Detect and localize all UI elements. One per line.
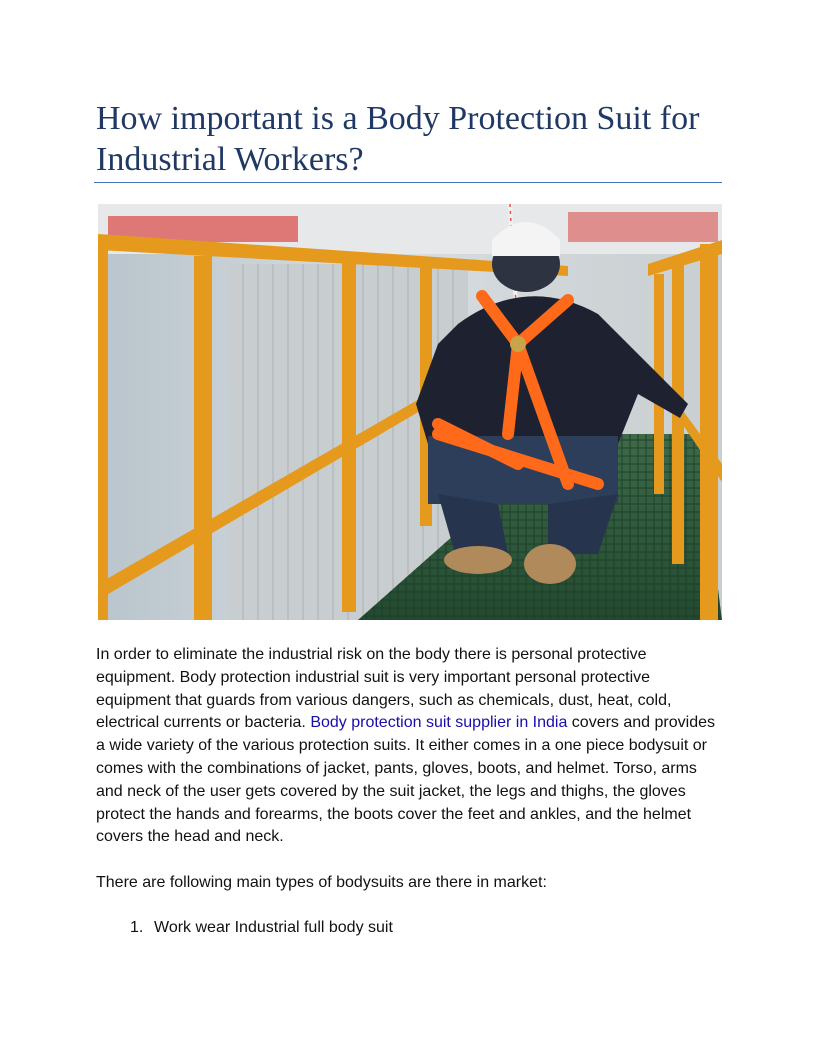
body-paragraph: [96, 644, 726, 849]
list-item: [130, 917, 393, 939]
list-item-text: Work wear Industrial full body suit: [154, 919, 393, 936]
page-title: How important is a Body Protection Suit for Industrial Workers?: [96, 100, 700, 178]
paragraph-text-start: In order to eliminate the industrial risk on the body there is personal protective equipment. Body protection industrial suit is very important personal protective equipment that guards from various dangers, such as chemicals, dust, heat, cold, electrical currents or bacteria.: [96, 646, 672, 732]
list-intro: There are following main types of bodysuits are there in market:: [96, 874, 547, 891]
worker-harness-photo: [98, 204, 722, 620]
supplier-link[interactable]: Body protection suit supplier in India: [310, 714, 568, 732]
title-underline: [94, 182, 722, 183]
list-item-number: 1.: [130, 919, 144, 936]
bodysuit-types-list: [130, 917, 393, 939]
paragraph-text-end: covers and provides a wide variety of the various protection suits. It either comes in a one piece bodysuit or comes with the combinations of jacket, pants, gloves, boots, and helmet. Torso, arms and neck of the user gets covered by the suit jacket, the legs and thighs, the gloves protect the hands and forearms, the boots cover the feet and ankles, and the helmet covers the head and neck.: [96, 714, 715, 846]
